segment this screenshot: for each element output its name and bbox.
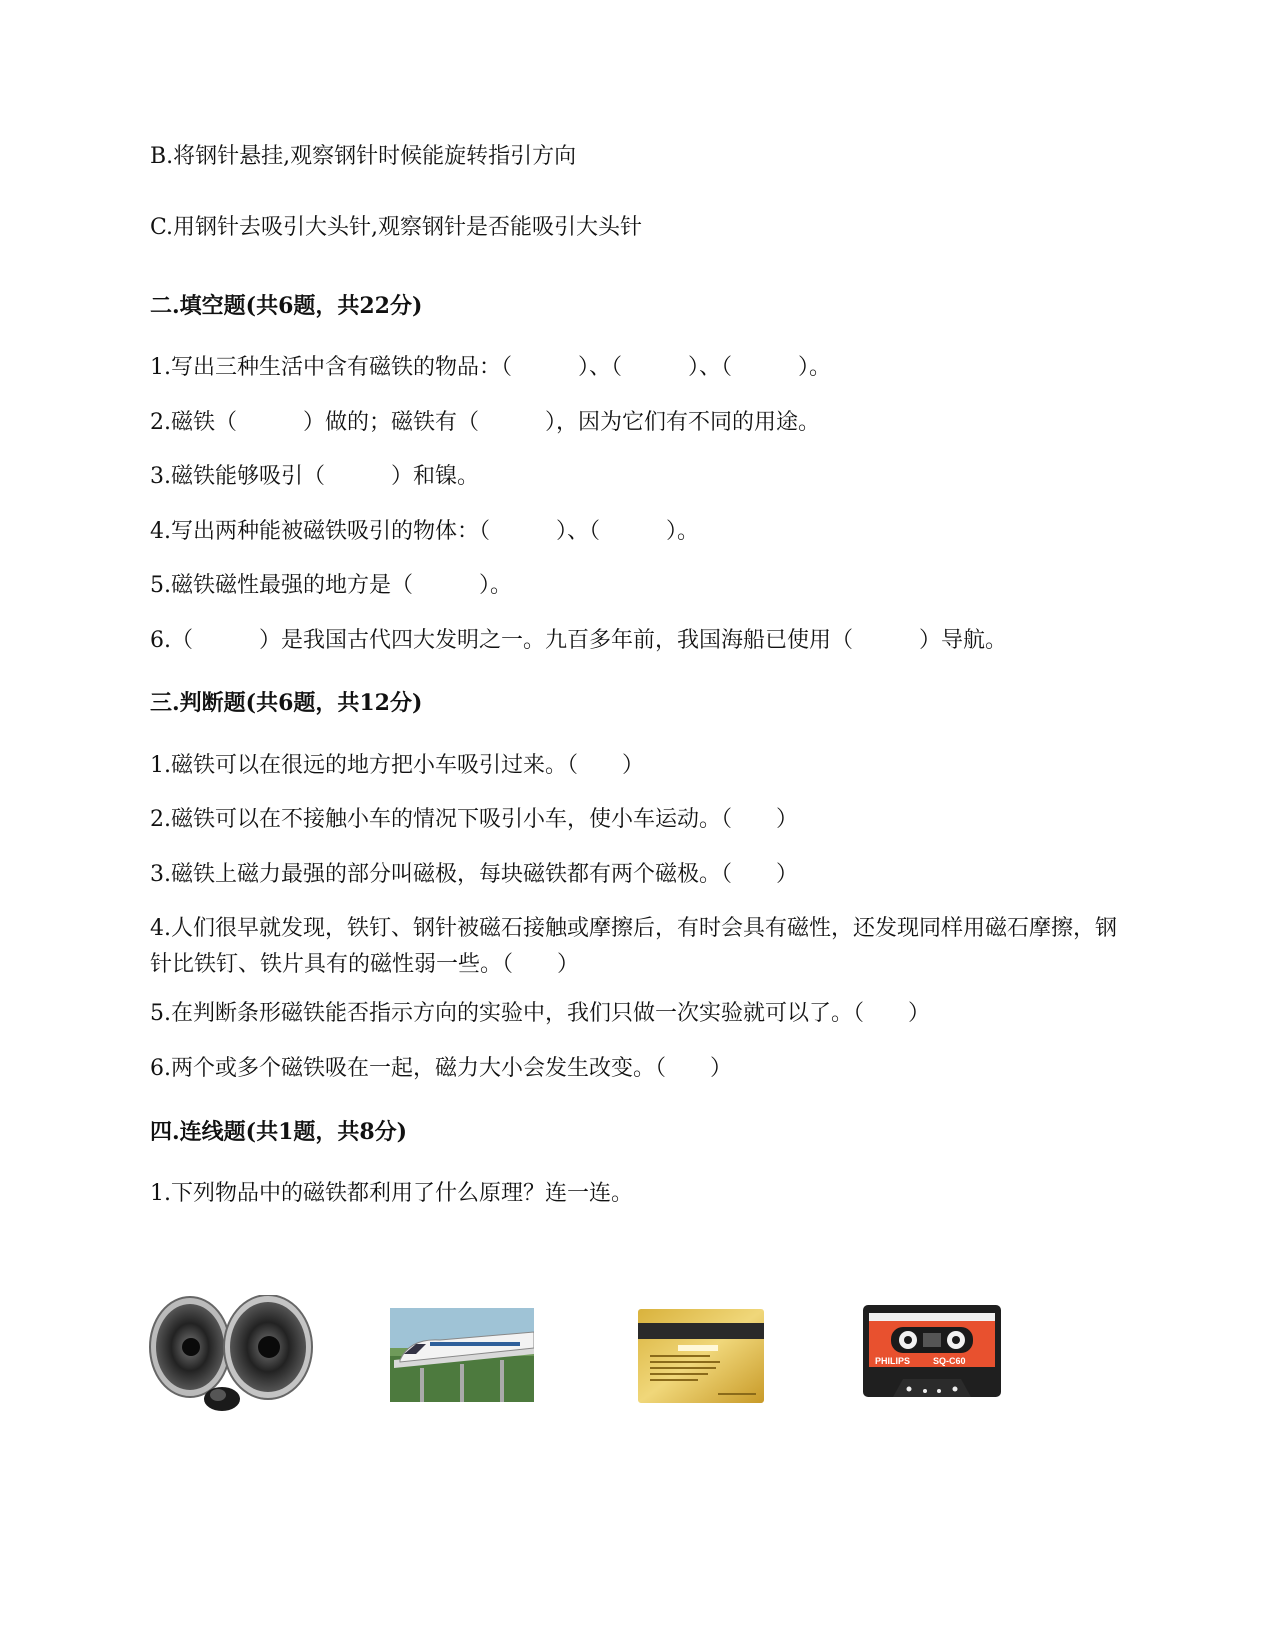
question-item: 4.人们很早就发现，铁钉、钢针被磁石接触或摩擦后，有时会具有磁性，还发现同样用磁石摩擦，钢针比铁钉、铁片具有的磁性弱一些。（ ） bbox=[150, 916, 1117, 977]
question-item: 1.磁铁可以在很远的地方把小车吸引过来。（ ） bbox=[150, 753, 644, 778]
cassette-tape-image bbox=[863, 1305, 1001, 1397]
question-item: 6.（ ）是我国古代四大发明之一。九百多年前，我国海船已使用（ ）导航。 bbox=[150, 628, 1007, 653]
question-item: 3.磁铁能够吸引（ ）和镍。 bbox=[150, 464, 479, 489]
question-item: 3.磁铁上磁力最强的部分叫磁极，每块磁铁都有两个磁极。（ ） bbox=[150, 862, 798, 887]
magnetic-card-image bbox=[638, 1309, 764, 1403]
section-heading-true-false: 三.判断题(共6题，共12分) bbox=[150, 690, 423, 716]
question-item: 1.写出三种生活中含有磁铁的物品：（ ）、（ ）、（ ）。 bbox=[150, 355, 831, 380]
option-c: C.用钢针去吸引大头针,观察钢针是否能吸引大头针 bbox=[150, 215, 643, 240]
cassette-model-label: SQ-C60 bbox=[933, 1356, 966, 1366]
question-item: 4.写出两种能被磁铁吸引的物体：（ ）、（ ）。 bbox=[150, 519, 699, 544]
maglev-train-image bbox=[390, 1308, 534, 1402]
question-item: 5.磁铁磁性最强的地方是（ ）。 bbox=[150, 573, 512, 598]
question-item: 2.磁铁（ ）做的；磁铁有（ ），因为它们有不同的用途。 bbox=[150, 410, 820, 435]
question-item: 5.在判断条形磁铁能否指示方向的实验中，我们只做一次实验就可以了。（ ） bbox=[150, 1001, 930, 1026]
question-item: 6.两个或多个磁铁吸在一起，磁力大小会发生改变。（ ） bbox=[150, 1056, 732, 1081]
section-heading-matching: 四.连线题(共1题，共8分) bbox=[150, 1119, 408, 1145]
speaker-image bbox=[148, 1295, 314, 1415]
question-item: 1.下列物品中的磁铁都利用了什么原理？连一连。 bbox=[150, 1181, 633, 1206]
question-item: 2.磁铁可以在不接触小车的情况下吸引小车，使小车运动。（ ） bbox=[150, 807, 798, 832]
section-heading-fill-blank: 二.填空题(共6题，共22分) bbox=[150, 293, 423, 319]
cassette-brand-label: PHILIPS bbox=[875, 1356, 911, 1366]
option-b: B.将钢针悬挂,观察钢针时候能旋转指引方向 bbox=[150, 144, 577, 169]
